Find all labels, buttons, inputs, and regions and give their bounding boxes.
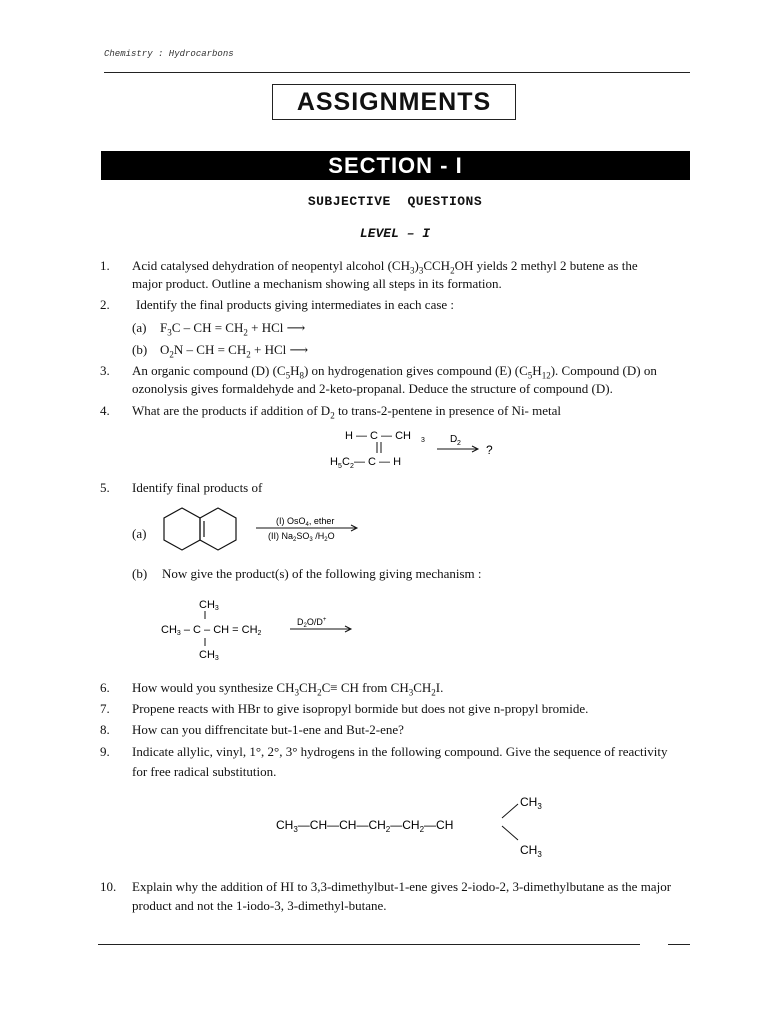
q5b-atom: CH3 – C – CH = CH2 bbox=[161, 624, 262, 637]
q5b-label: (b) bbox=[132, 566, 148, 581]
q5-reagent2: (II) $Na_2SO_3$ $/H_2O$ bbox=[268, 531, 335, 543]
q9-atom: $CH_3$ bbox=[520, 843, 542, 859]
q10-line2: product and not the 1-iodo-3, 3-dimethyl-butane. bbox=[132, 898, 387, 913]
running-head: Chemistry : Hydrocarbons bbox=[104, 49, 234, 59]
question-number: 1. bbox=[100, 258, 110, 273]
footer-rule bbox=[98, 944, 640, 945]
cyclohexane-ring bbox=[164, 508, 200, 550]
cyclohexene-ring bbox=[200, 508, 236, 550]
q10-line1: Explain why the addition of HI to 3,3-dimethylbut-1-ene gives 2-iodo-2, 3-dimethylbutane as the major bbox=[132, 879, 672, 894]
q5b-structure bbox=[155, 592, 375, 666]
q4-subscript: 3 bbox=[421, 437, 425, 444]
q5b-reagent: $D_2O/D^+$ bbox=[297, 617, 327, 629]
q4-atom: — C — H bbox=[354, 456, 402, 468]
q9-structure bbox=[272, 792, 572, 862]
q9-line2: for free radical substitution. bbox=[132, 764, 277, 779]
section-banner: SECTION - I bbox=[101, 151, 690, 180]
subtitle: SUBJECTIVE QUESTIONS bbox=[307, 194, 483, 209]
q1-line1: Acid catalysed dehydration of neopentyl alcohol $(CH_3)_3CCH_2OH$ yields 2 methyl 2 butene as the bbox=[132, 258, 638, 276]
q3-line2: ozonolysis gives formaldehyde and 2-keto-propanal. Deduce the structure of compound (D). bbox=[132, 381, 613, 396]
q1-line2: major product. Outline a mechanism showing all steps in its formation. bbox=[132, 276, 502, 291]
question-number: 8. bbox=[100, 722, 110, 737]
q9-line1: Indicate allylic, vinyl, 1°, 2°, 3° hydrogens in the following compound. Give the sequence of reactivity bbox=[132, 744, 668, 759]
q4-product: ? bbox=[486, 443, 493, 457]
question-number: 9. bbox=[100, 744, 110, 759]
question-number: 10. bbox=[100, 879, 117, 894]
question-number: 2. bbox=[100, 297, 110, 312]
page-title: ASSIGNMENTS bbox=[272, 84, 516, 120]
q4-subscript: 2 bbox=[457, 440, 461, 447]
q2a-label: (a) bbox=[132, 320, 147, 335]
q4-atom: C bbox=[342, 456, 350, 468]
q8-text: How can you diffrencitate but-1-ene and But-2-ene? bbox=[132, 722, 404, 737]
q5a-structure bbox=[158, 502, 378, 562]
question-number: 7. bbox=[100, 701, 110, 716]
q7-text: Propene reacts with HBr to give isopropyl bormide but does not give n-propyl bromide. bbox=[132, 701, 589, 716]
q4-subscript: 2 bbox=[350, 463, 354, 470]
q9-chain: $CH_3—CH—CH—CH_2—CH_2—CH$ bbox=[276, 818, 454, 834]
q2b-label: (b) bbox=[132, 342, 148, 357]
q4-subscript: 5 bbox=[338, 463, 342, 470]
q9-bond bbox=[502, 804, 518, 818]
q6-text: How would you synthesize $CH_3CH_2C\equiv$ CH from $CH_3CH_2I$. bbox=[132, 680, 444, 698]
q4-text: What are the products if addition of $D_2$ to trans-2-pentene in presence of Ni- metal bbox=[132, 403, 562, 421]
q9-atom: $CH_3$ bbox=[520, 795, 542, 811]
q3-line1: An organic compound (D) $(C_5H_8)$ on hydrogenation gives compound (E) $(C_5H_{12})$. Compound (D) on bbox=[132, 363, 657, 381]
q9-bond bbox=[502, 826, 518, 840]
q5b-atom: CH3 bbox=[199, 599, 219, 612]
q4-structure bbox=[320, 424, 520, 474]
q5-reagent1: (I) OsO$_4$, ether bbox=[276, 516, 335, 528]
level-label: LEVEL – I bbox=[359, 226, 431, 241]
q5b-atom: CH3 bbox=[199, 649, 219, 662]
q5-text: Identify final products of bbox=[132, 480, 263, 495]
header-rule bbox=[104, 72, 690, 73]
footer-dash bbox=[668, 944, 690, 945]
q2a-equation: $F_3C$ – CH = $CH_2$ + HCl ⟶ bbox=[160, 320, 306, 338]
q4-atom: H — C — CH bbox=[345, 430, 411, 442]
q2b-equation: $O_2N$ – CH = $CH_2$ + HCl ⟶ bbox=[160, 342, 309, 360]
question-number: 5. bbox=[100, 480, 110, 495]
q4-reagent: D bbox=[450, 434, 458, 445]
q5a-label: (a) bbox=[132, 526, 147, 541]
question-number: 6. bbox=[100, 680, 110, 695]
question-number: 4. bbox=[100, 403, 110, 418]
q5b-text: Now give the product(s) of the following giving mechanism : bbox=[162, 566, 482, 581]
q4-atom: H bbox=[330, 456, 338, 468]
q2-text: Identify the final products giving intermediates in each case : bbox=[136, 297, 455, 312]
question-number: 3. bbox=[100, 363, 110, 378]
